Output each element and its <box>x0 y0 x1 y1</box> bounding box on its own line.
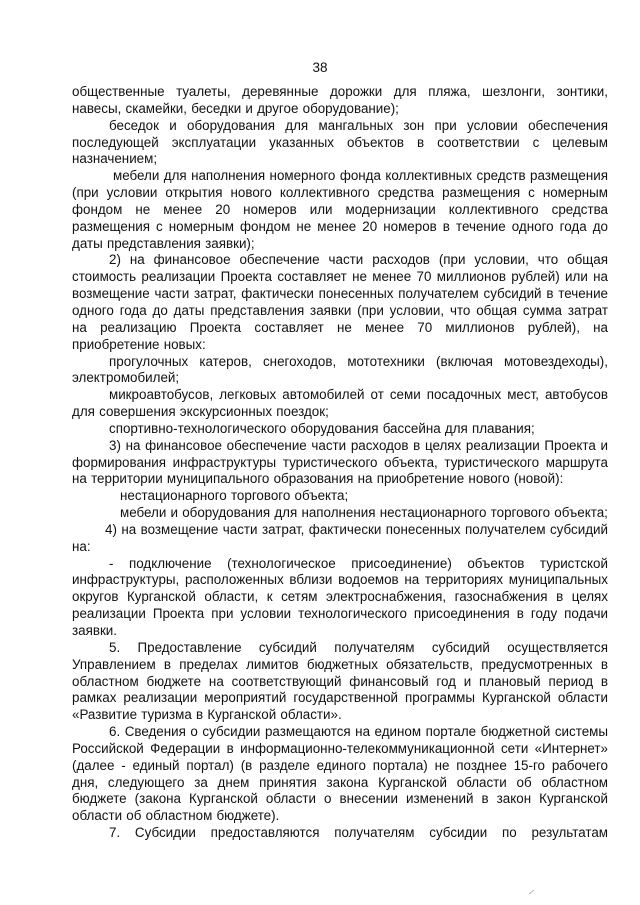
document-body <box>72 84 608 842</box>
paragraph-11: 4) на возмещение части затрат, фактически понесенных получателем субсидий на: <box>72 521 608 554</box>
paragraph-15: 7. Субсидии предоставляются получателям субсидии по результатам <box>109 825 608 841</box>
paragraph-10: мебели и оборудования для наполнения нестационарного торгового объекта; <box>120 505 608 521</box>
paragraph-7: спортивно-технологического оборудования бассейна для плавания; <box>109 420 535 436</box>
paragraph-8: 3) на финансовое обеспечение части расходов в целях реализации Проекта и формирования инфраструктуры туристического объекта, туристического маршрута на территории муниципального образования на приобретение нового (новой): <box>72 437 608 487</box>
paragraph-1: общественные туалеты, деревянные дорожки для пляжа, шезлонги, зонтики, навесы, скамейки, беседки и другое оборудование); <box>72 84 608 116</box>
paragraph-12: - подключение (технологическое присоединение) объектов туристской инфраструктуры, расположенных вблизи водоемов на территориях муниципальных округов Курганской области, к сетям электроснабжения, газоснабжения в целях реализации Проекта при условии технологического присоединения в году подачи заявки. <box>72 555 608 638</box>
paragraph-6: микроавтобусов, легковых автомобилей от семи посадочных мест, автобусов для совершения экскурсионных поездок; <box>72 387 608 420</box>
scan-mark-icon <box>528 889 535 895</box>
page-number: 38 <box>312 60 328 75</box>
paragraph-13: 5. Предоставление субсидий получателям субсидий осуществляется Управлением в пределах лимитов бюджетных обязательств, предусмотренных в областном бюджете на соответствующий финансовый год и плановый период в рамках реализации мероприятий государственной программы Курганской области «Развитие туризма в Курганской области». <box>72 639 608 723</box>
paragraph-9: нестационарного торгового объекта; <box>120 488 349 504</box>
paragraph-3: мебели для наполнения номерного фонда коллективных средств размещения (при условии открытия нового коллективного средства размещения с номерным фондом не менее 20 номеров или модернизации коллективного средства размещения с номерным фондом не менее 20 номеров в течение одного года до даты представления заявки); <box>72 168 608 251</box>
paragraph-14: 6. Сведения о субсидии размещаются на едином портале бюджетной системы Российской Федерации в информационно-телекоммуникационной сети «Интернет» (далее - единый портал) (в разделе единого портала) не позднее 15-го рабочего дня, следующего за днем принятия закона Курганской области об областном бюджете (закона Курганской области о внесении изменений в закон Курганской области об областном бюджете). <box>72 724 608 824</box>
paragraph-4: 2) на финансовое обеспечение части расходов (при условии, что общая стоимость реализации Проекта составляет не менее 70 миллионов рублей) или на возмещение части затрат, фактически понесенных получателем субсидий в течение одного года до даты представления заявки (при условии, что общая сумма затрат на реализацию Проекта составляет не менее 70 миллионов рублей), на приобретение новых: <box>72 252 608 352</box>
paragraph-2: беседок и оборудования для мангальных зон при условии обеспечения последующей эксплуатации указанных объектов в соответствии с целевым назначением; <box>72 117 608 167</box>
paragraph-5: прогулочных катеров, снегоходов, мототехники (включая мотовездеходы), электромобилей; <box>72 353 608 386</box>
